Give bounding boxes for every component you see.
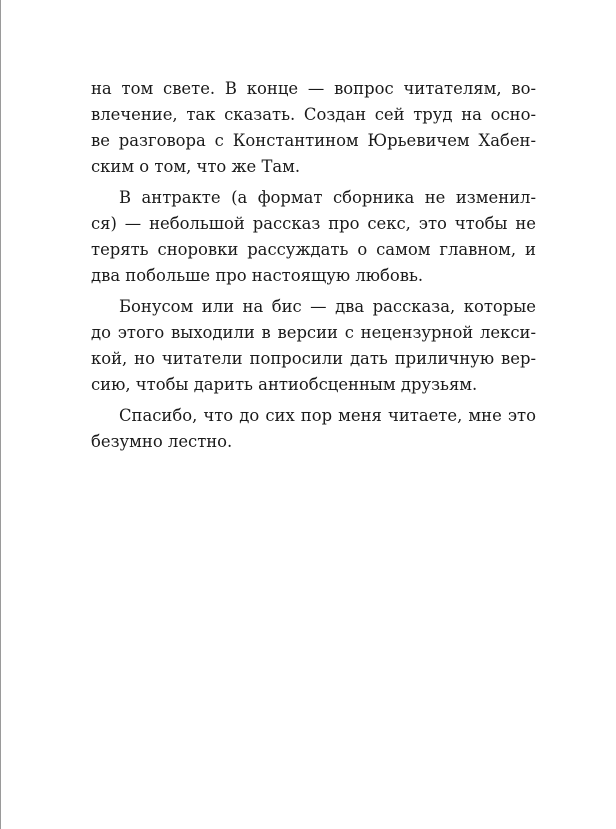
paragraph-3 xyxy=(91,294,536,398)
text-line: ся) — небольшой рассказ про секс, это чтобы не xyxy=(91,214,536,233)
text-line: сию, чтобы дарить антиобсценным друзьям. xyxy=(91,375,478,394)
text-line: безумно лестно. xyxy=(91,432,233,451)
text-line: кой, но читатели попросили дать приличную вер- xyxy=(91,349,536,368)
paragraph-2 xyxy=(91,185,536,289)
text-line: до этого выходили в версии с нецензурной лекси- xyxy=(91,323,536,342)
text-line: ским о том, что же Там. xyxy=(91,157,301,176)
paragraph-4 xyxy=(91,403,536,455)
text-line: влечение, так сказать. Создан сей труд на осно- xyxy=(91,105,536,124)
text-line: Спасибо, что до сих пор меня читаете, мне это xyxy=(119,406,536,425)
paragraph-1 xyxy=(91,76,536,180)
text-body xyxy=(91,76,536,460)
text-line: терять сноровки рассуждать о самом главном, и xyxy=(91,240,536,259)
text-line: на том свете. В конце — вопрос читателям, во- xyxy=(91,79,536,98)
text-line: ве разговора с Константином Юрьевичем Хабен- xyxy=(91,131,536,150)
text-line: два побольше про настоящую любовь. xyxy=(91,266,424,285)
text-line: В антракте (а формат сборника не изменил- xyxy=(119,188,536,207)
text-line: Бонусом или на бис — два рассказа, которые xyxy=(119,297,536,316)
